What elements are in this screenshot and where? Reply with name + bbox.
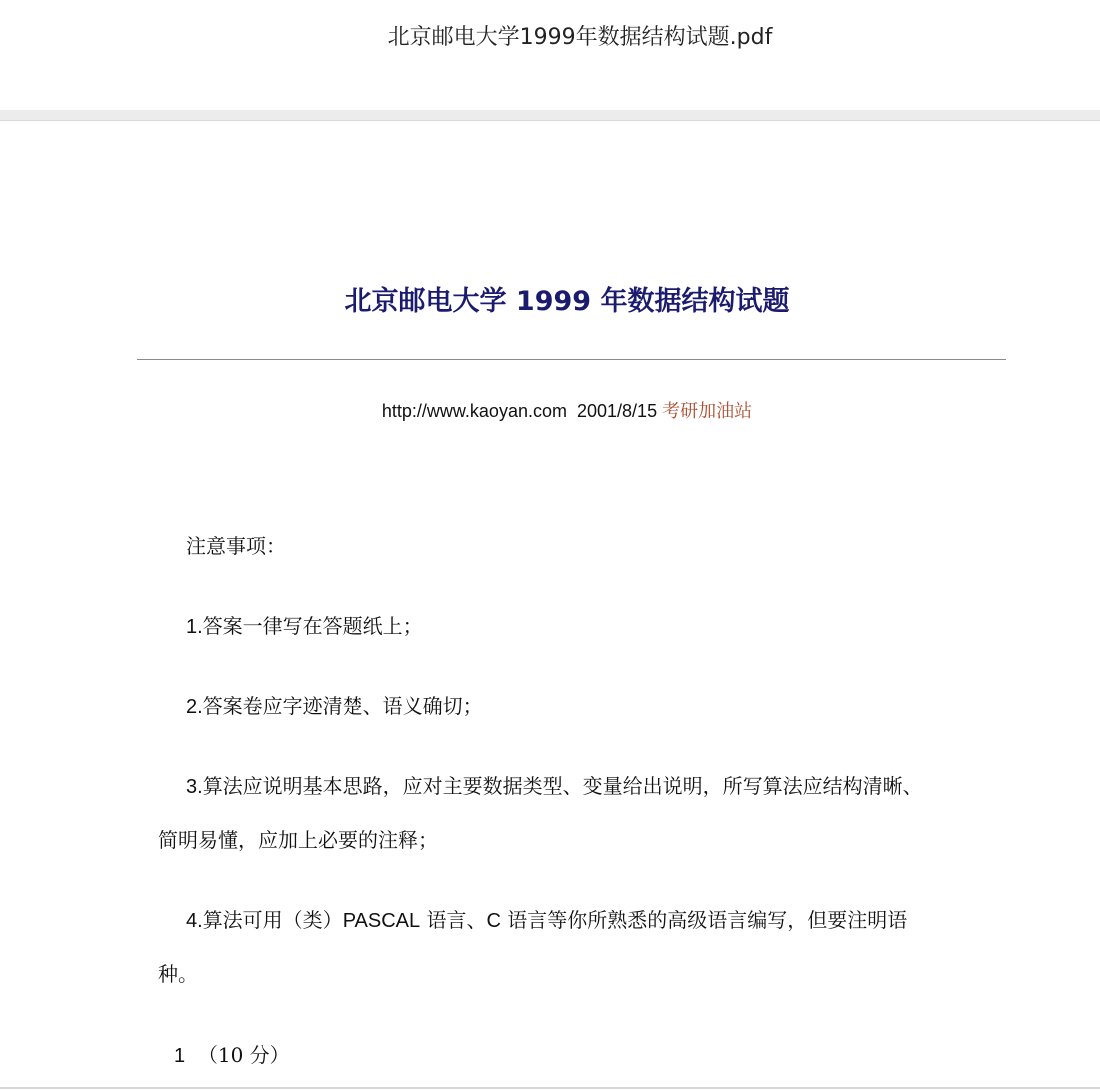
item-text: 算法应说明基本思路，应对主要数据类型、变量给出说明，所写算法应结构清晰、 <box>202 774 923 798</box>
item-text: 语言等你所熟悉的高级语言编写，但要注明语 <box>500 908 908 932</box>
title-divider <box>137 359 1006 360</box>
page-gap <box>0 110 1100 121</box>
item-text: 答案卷应字迹清楚、语义确切； <box>202 694 483 718</box>
item-number: 2. <box>186 696 203 718</box>
question-1-heading <box>174 1039 290 1068</box>
notice-heading: 注意事项： <box>186 534 286 558</box>
item-number: 1. <box>186 616 203 638</box>
question-number: 1 <box>174 1045 186 1067</box>
question-score: （10 分） <box>197 1043 290 1067</box>
source-url[interactable]: http://www.kaoyan.com <box>381 401 567 421</box>
source-line <box>0 397 1100 423</box>
notice-item-3-line2: 简明易懂，应加上必要的注释； <box>158 828 438 852</box>
item-text: 语言、 <box>420 908 487 932</box>
viewer-header <box>0 0 1100 110</box>
source-site-name[interactable]: 考研加油站 <box>662 401 753 422</box>
pascal-text: PASCAL <box>342 910 421 932</box>
document-title: 北京邮电大学 1999 年数据结构试题 <box>344 286 790 317</box>
notice-item-2 <box>186 690 483 719</box>
notice-item-4-line2: 种。 <box>158 962 198 986</box>
item-text: 算法可用（类） <box>202 908 343 932</box>
notice-item-3-line1 <box>186 770 923 799</box>
source-date: 2001/8/15 <box>577 401 658 421</box>
pdf-page[interactable] <box>0 121 1100 1089</box>
item-number: 3. <box>186 776 203 798</box>
item-text: 答案一律写在答题纸上； <box>202 614 423 638</box>
item-number: 4. <box>186 910 203 932</box>
notice-item-4-line1 <box>186 904 907 933</box>
notice-item-1 <box>186 610 423 639</box>
file-title: 北京邮电大学1999年数据结构试题.pdf <box>387 25 773 50</box>
c-text: C <box>486 910 501 932</box>
